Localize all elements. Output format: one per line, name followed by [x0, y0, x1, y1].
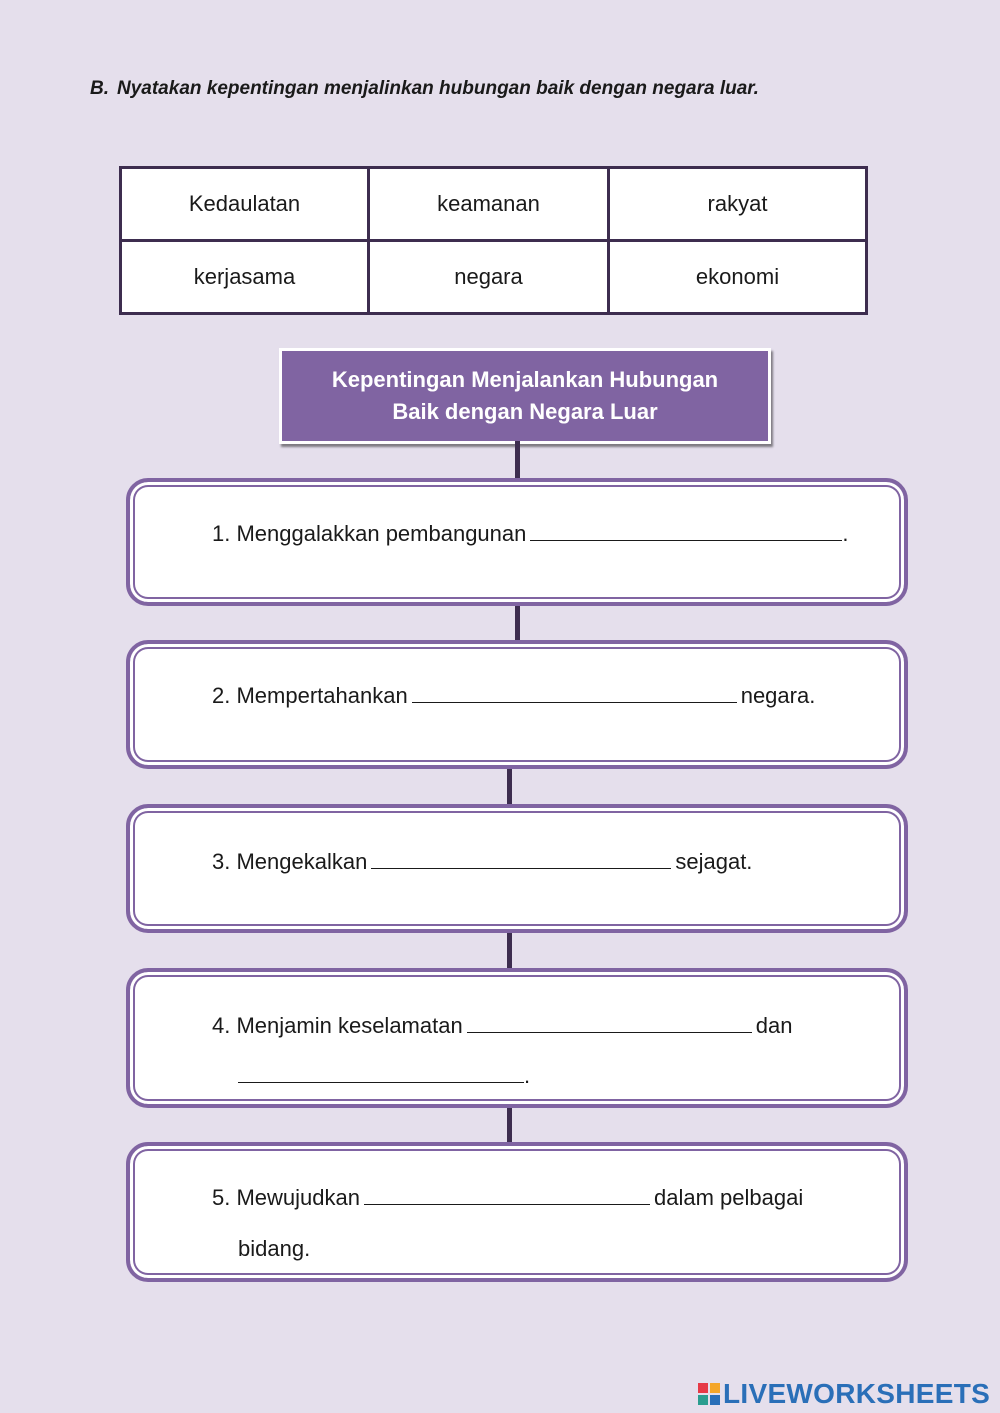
answer-line: [212, 520, 849, 547]
item-text: dan: [755, 1013, 793, 1038]
item-number: 4.: [212, 1013, 231, 1038]
instruction-text: Nyatakan kepentingan menjalinkan hubungan baik dengan negara luar.: [117, 78, 759, 99]
logo-square: [698, 1395, 708, 1405]
item-text: Menggalakkan pembangunan: [236, 521, 527, 546]
word-bank-cell: kerjasama: [121, 241, 369, 314]
answer-blank[interactable]: [364, 1184, 650, 1205]
title-line-2: Baik dengan Negara Luar: [392, 399, 658, 424]
word-bank-row: [121, 241, 867, 314]
word-bank-cell: Kedaulatan: [121, 168, 369, 241]
logo-text: LIVEWORKSHEETS: [723, 1378, 991, 1409]
connector-line: [507, 1105, 512, 1147]
answer-blank[interactable]: [530, 520, 842, 541]
diagram-title: [279, 348, 771, 444]
word-bank-cell: ekonomi: [609, 241, 867, 314]
logo-square: [698, 1383, 708, 1393]
connector-line: [515, 603, 520, 643]
item-text: dalam pelbagai: [654, 1185, 804, 1210]
section-label: B.: [90, 78, 109, 99]
answer-line: [238, 1236, 310, 1262]
item-text: .: [524, 1063, 531, 1088]
word-bank-cell: rakyat: [609, 168, 867, 241]
answer-line: [212, 848, 752, 875]
answer-card-1: [126, 478, 908, 606]
connector-line: [507, 930, 512, 972]
connector-line: [507, 766, 512, 808]
liveworksheets-logo: [698, 1378, 990, 1410]
logo-icon: [698, 1383, 720, 1405]
answer-line: [212, 682, 815, 709]
logo-square: [710, 1383, 720, 1393]
item-number: 1.: [212, 521, 231, 546]
connector-line: [515, 441, 520, 481]
logo-square: [710, 1395, 720, 1405]
item-number: 5.: [212, 1185, 231, 1210]
answer-card-4: [126, 968, 908, 1108]
answer-line: [212, 1012, 792, 1039]
answer-blank[interactable]: [412, 682, 737, 703]
item-text: bidang.: [238, 1236, 311, 1261]
answer-blank[interactable]: [467, 1012, 752, 1033]
title-line-1: Kepentingan Menjalankan Hubungan: [331, 367, 719, 392]
item-text: sejagat.: [675, 849, 753, 874]
item-text: negara.: [740, 683, 816, 708]
instruction: [90, 78, 759, 100]
word-bank-row: [121, 168, 867, 241]
answer-card-3: [126, 804, 908, 933]
answer-card-2: [126, 640, 908, 769]
item-text: Mempertahankan: [236, 683, 408, 708]
answer-blank[interactable]: [371, 848, 671, 869]
answer-line: [238, 1062, 530, 1089]
answer-line: [212, 1184, 803, 1211]
word-bank-cell: keamanan: [369, 168, 609, 241]
item-number: 2.: [212, 683, 231, 708]
item-text: Mengekalkan: [236, 849, 368, 874]
item-text: Menjamin keselamatan: [236, 1013, 463, 1038]
word-bank-cell: negara: [369, 241, 609, 314]
item-text: Mewujudkan: [236, 1185, 360, 1210]
item-text: .: [842, 521, 849, 546]
word-bank-table: [119, 166, 868, 315]
answer-card-5: [126, 1142, 908, 1282]
item-number: 3.: [212, 849, 231, 874]
answer-blank[interactable]: [238, 1062, 524, 1083]
